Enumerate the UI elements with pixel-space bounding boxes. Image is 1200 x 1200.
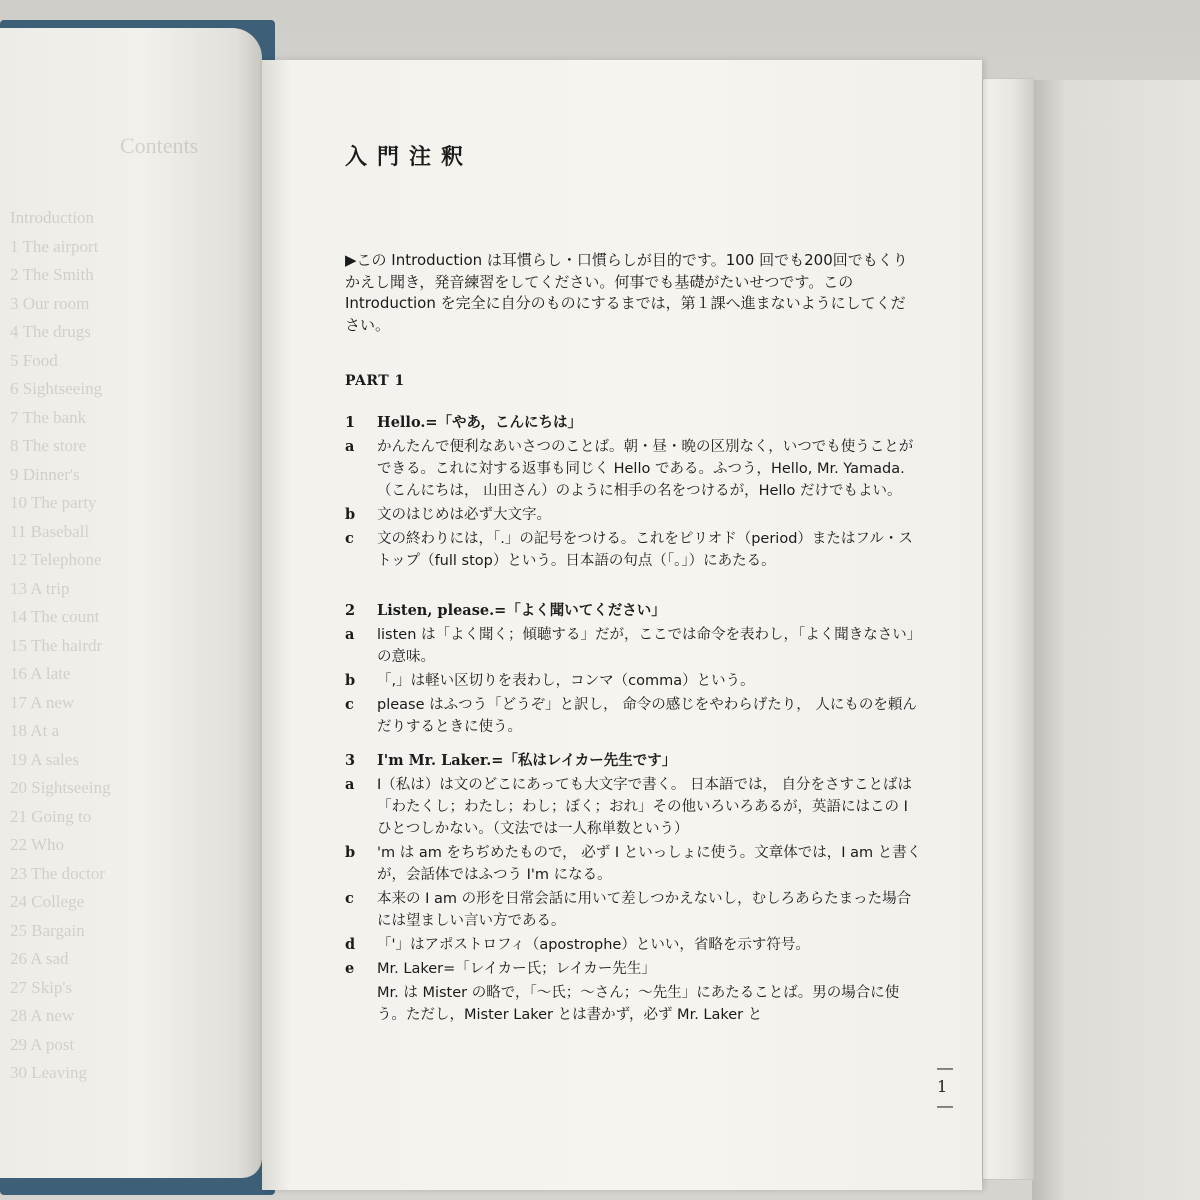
contents-line: 19 A sales (10, 749, 79, 769)
note-row (345, 958, 925, 980)
note-row (345, 842, 925, 886)
note-letter: c (345, 696, 354, 713)
note-row (345, 694, 925, 738)
contents-line: 3 Our room (10, 293, 90, 313)
entry-3 (345, 750, 925, 1028)
page-title: 入門注釈 (345, 145, 474, 170)
contents-line: 7 The bank (10, 407, 87, 427)
note-letter: a (345, 626, 355, 643)
contents-line: 22 Who (10, 835, 64, 854)
note-row (345, 982, 925, 1026)
part-heading: PART 1 (345, 373, 405, 389)
note-row (345, 624, 925, 668)
note-letter (345, 982, 377, 1026)
table-surface (1032, 80, 1200, 1200)
contents-line: 5 Food (10, 350, 58, 370)
contents-line: 9 Dinner's (10, 464, 80, 484)
entry-phrase: Listen, please.=「よく聞いてください」 (377, 602, 666, 619)
note-letter: a (345, 438, 355, 455)
note-text: 'm は am をちぢめたもので， 必ず I といっしょに使う。文章体では，I am と書くが，会話体ではふつう I'm になる。 (377, 845, 922, 883)
note-letter: c (345, 890, 354, 907)
contents-line: 25 Bargain (10, 920, 85, 940)
entry-2 (345, 600, 925, 740)
entry-number: 3 (345, 752, 356, 769)
note-letter: a (345, 776, 355, 793)
entry-number: 1 (345, 414, 356, 431)
contents-line: 12 Telephone (10, 550, 102, 569)
contents-line: 2 The Smith (10, 265, 94, 284)
note-row (345, 504, 925, 526)
page-number: ― 1 ― (937, 1058, 953, 1115)
note-row (345, 774, 925, 840)
contents-line: 23 The doctor (10, 863, 106, 883)
note-row (345, 670, 925, 692)
note-letter: c (345, 530, 354, 547)
note-letter: b (345, 672, 356, 689)
entry-heading (345, 750, 925, 772)
contents-line: 11 Baseball (10, 521, 90, 541)
note-text: I（私は）は文のどこにあっても大文字で書く。 日本語では， 自分をさすことばは「わたくし；わたし；わし；ぼく；おれ」その他いろいろあるが，英語にはこの I ひとつしかない。（文法では一人称単数という） (377, 777, 913, 837)
note-letter: d (345, 936, 356, 953)
note-text: Mr. Laker=「レイカー氏；レイカー先生」 (377, 961, 656, 977)
note-text: listen は「よく聞く；傾聴する」だが，ここでは命令を表わし，「よく聞きなさい」の意味。 (377, 627, 922, 665)
entry-number: 2 (345, 602, 356, 619)
contents-line: 14 The count (10, 607, 100, 626)
note-text: please はふつう「どうぞ」と訳し， 命令の感じをやわらげたり， 人にものを頼んだりするときに使う。 (377, 697, 917, 735)
note-text: かんたんで便利なあいさつのことば。朝・昼・晩の区別なく，いつでも使うことができる。これに対する返事も同じく Hello である。ふつう，Hello, Mr. Yamada.（こんにちは， 山田さん）のように相手の名をつけるが，Hello だけでもよい。 (377, 439, 914, 499)
facing-page (0, 28, 262, 1178)
contents-line: 30 Leaving (10, 1063, 87, 1082)
contents-line: 6 Sightseeing (10, 379, 103, 398)
facing-page-title: Contents (120, 133, 199, 158)
note-letter: e (345, 960, 355, 977)
contents-line: 16 A late (10, 664, 71, 683)
contents-line: 15 The hairdr (10, 635, 103, 655)
contents-line: 29 A post (10, 1034, 75, 1054)
contents-line: 27 Skip's (10, 977, 73, 997)
note-row (345, 528, 925, 572)
note-letter: b (345, 844, 356, 861)
note-text: Mr. は Mister の略で，「～氏；～さん；～先生」にあたることば。男の場合に使う。ただし，Mister Laker とは書かず，必ず Mr. Laker と (377, 985, 900, 1023)
contents-line: 24 College (10, 892, 85, 911)
note-row (345, 888, 925, 932)
contents-line: 4 The drugs (10, 322, 91, 341)
contents-line: 20 Sightseeing (10, 778, 111, 797)
contents-line: 26 A sad (10, 949, 69, 968)
note-text: 「'」はアポストロフィ（apostrophe）といい，省略を示す符号。 (377, 937, 810, 953)
contents-line: 10 The party (10, 493, 97, 512)
entry-heading (345, 412, 925, 434)
contents-line: 1 The airport (10, 236, 99, 256)
entry-phrase: I'm Mr. Laker.=「私はレイカー先生です」 (377, 752, 677, 769)
entry-1 (345, 412, 925, 574)
contents-line: 8 The store (10, 436, 87, 455)
contents-line: 28 A new (10, 1006, 75, 1025)
entry-phrase: Hello.=「やあ，こんにちは」 (377, 414, 582, 431)
note-letter: b (345, 506, 356, 523)
note-row (345, 934, 925, 956)
note-text: 本来の I am の形を日常会話に用いて差しつかえないし，むしろあらたまった場合には望ましい言い方である。 (377, 891, 912, 929)
note-text: 文のはじめは必ず大文字。 (377, 507, 551, 523)
note-text: 「,」は軽い区切りを表わし，コンマ（comma）という。 (377, 673, 755, 689)
intro-paragraph: ▶この Introduction は耳慣らし・口慣らしが目的です。100 回でも200回でもくりかえし聞き，発音練習をしてください。何事でも基礎がたいせつです。この Introduction を完全に自分のものにするまでは，第１課へ進まないようにしてください。 (345, 251, 908, 334)
contents-line: Introduction (10, 208, 95, 227)
note-row (345, 436, 925, 502)
back-cover-board (982, 78, 1034, 1180)
contents-line: 13 A trip (10, 578, 70, 598)
contents-line: 21 Going to (10, 806, 92, 826)
contents-line: 18 At a (10, 721, 60, 740)
facing-page-contents (0, 28, 262, 1178)
note-text: 文の終わりには，「.」の記号をつける。これをピリオド（period）またはフル・ストップ（full stop）という。日本語の句点（「。」）にあたる。 (377, 531, 913, 569)
contents-line: 17 A new (10, 692, 75, 712)
entry-heading (345, 600, 925, 622)
